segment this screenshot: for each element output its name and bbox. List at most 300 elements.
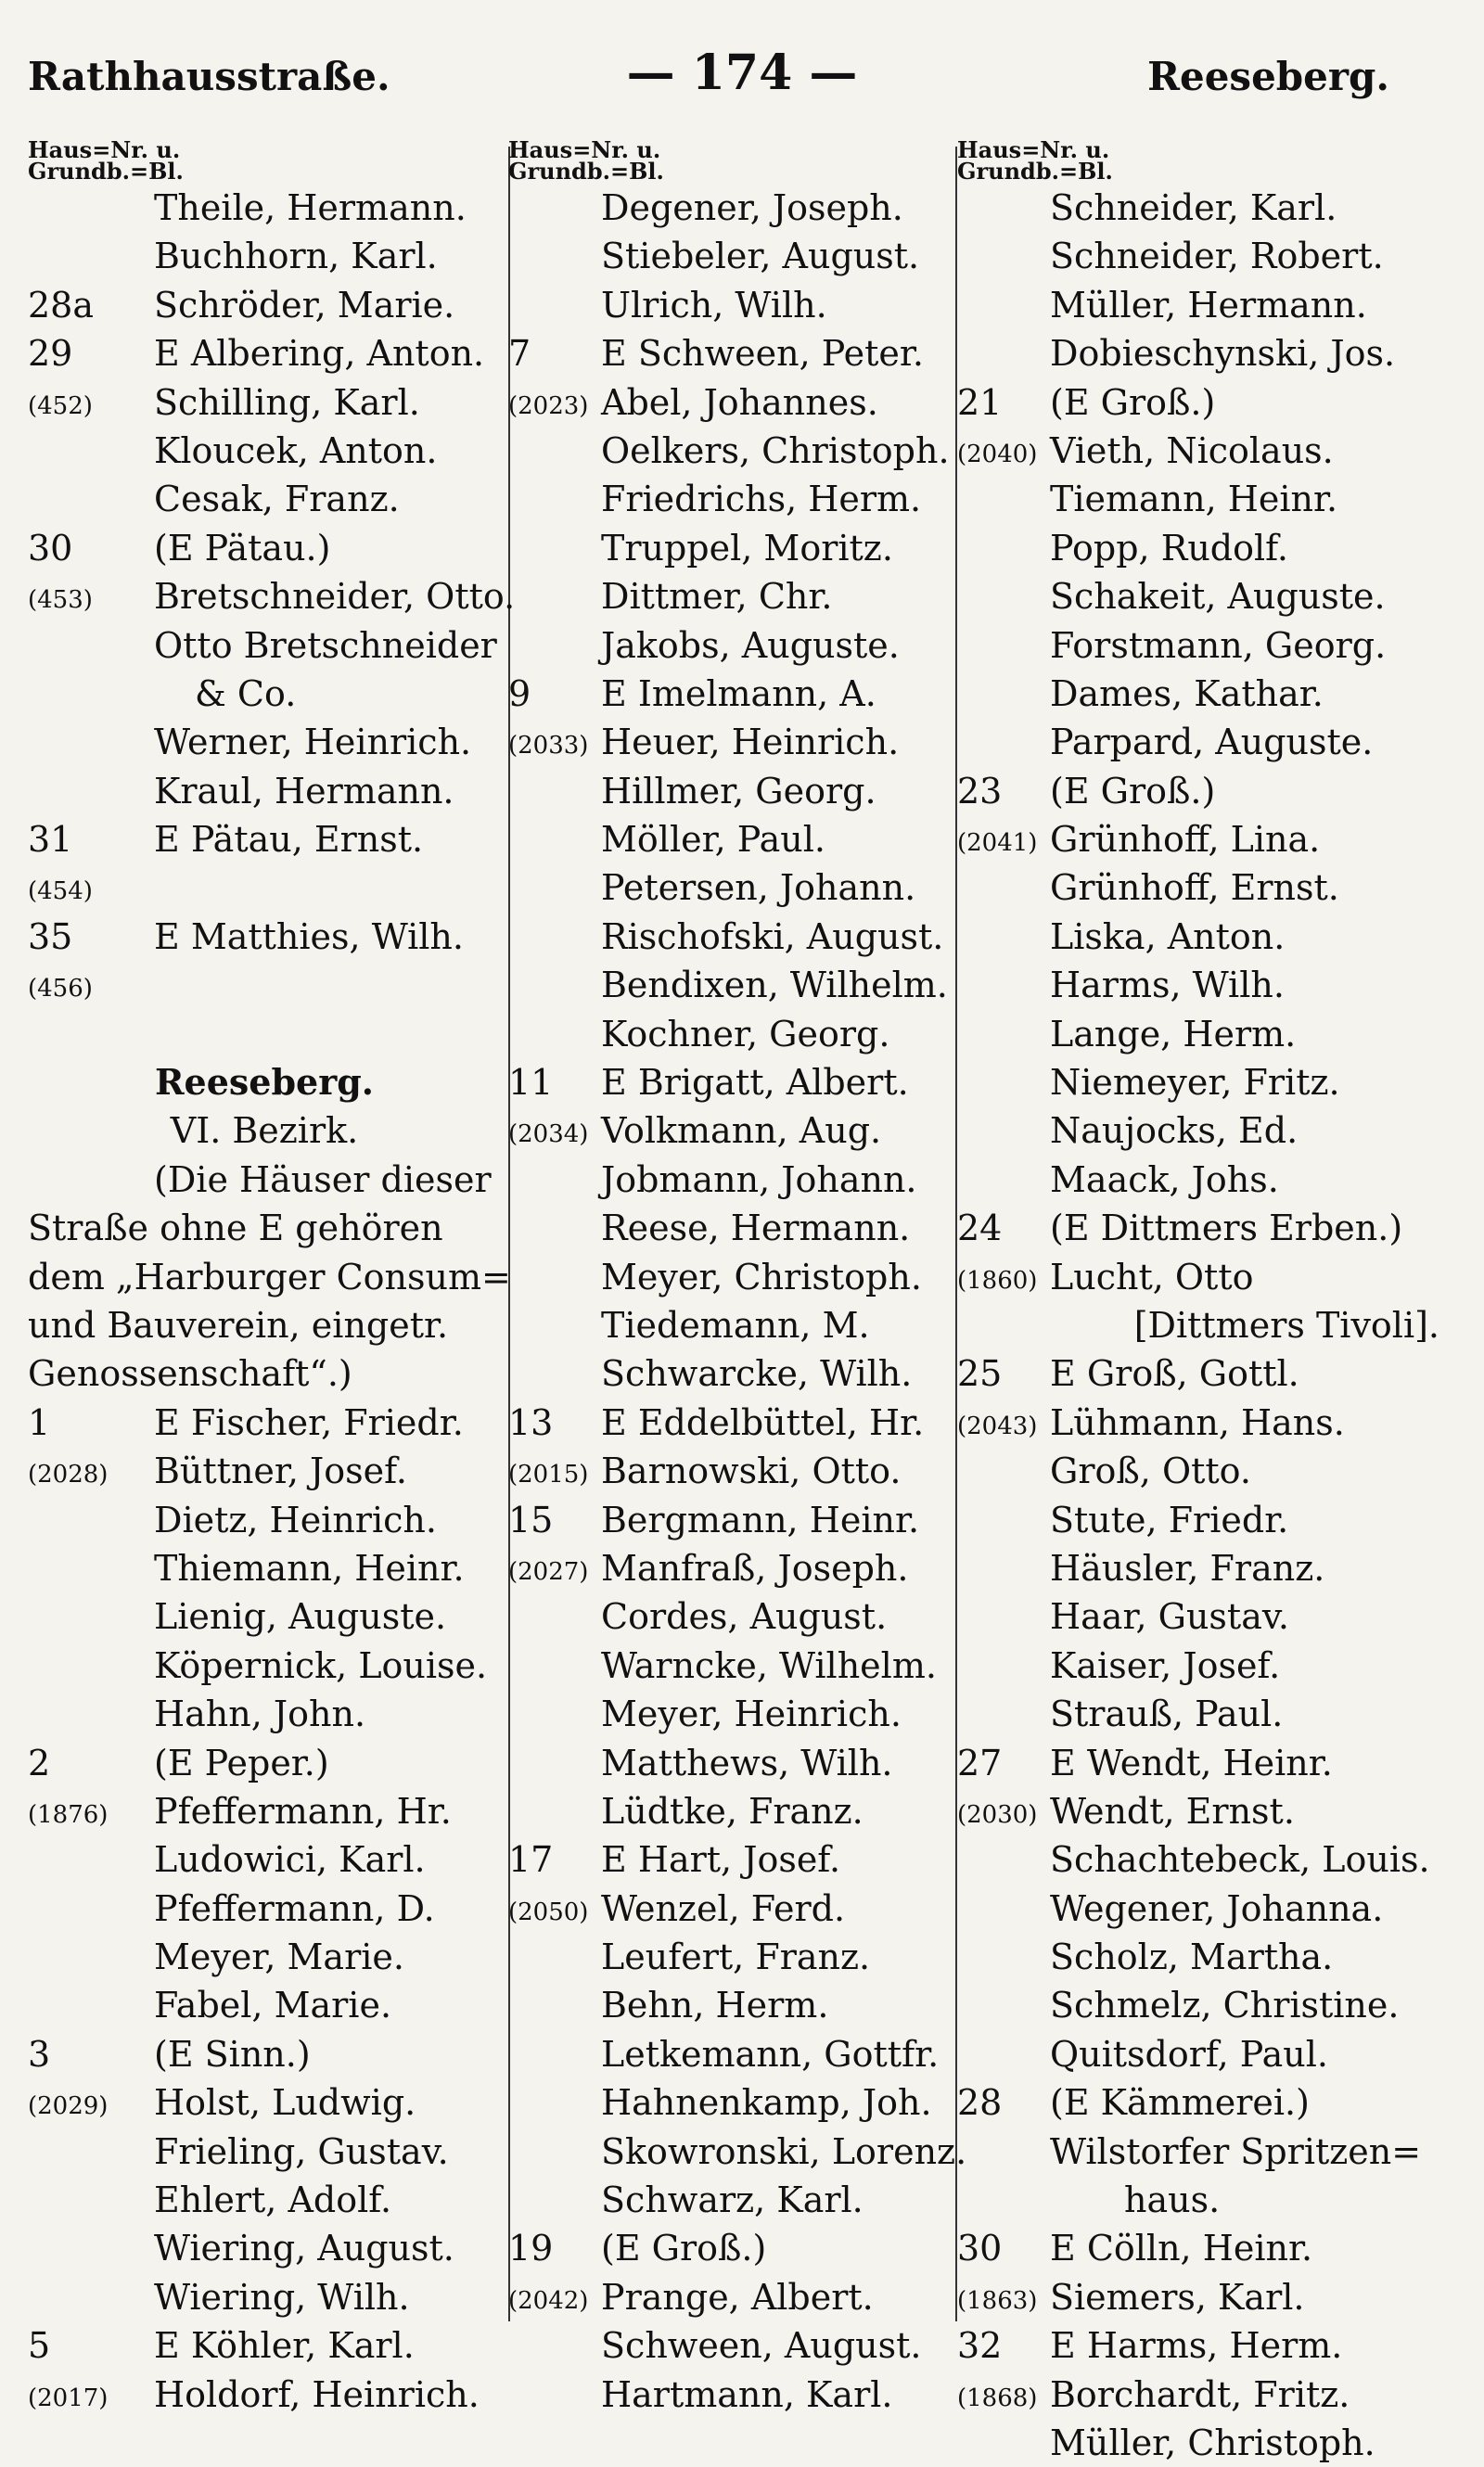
entry-text: Schween, August.	[601, 2325, 922, 2367]
entry-text: Matthews, Wilh.	[601, 1742, 893, 1783]
column-1	[28, 136, 516, 2419]
directory-entry	[957, 621, 1439, 670]
entry-text: Parpard, Auguste.	[1050, 722, 1374, 763]
directory-entry	[508, 961, 958, 1009]
entry-text: Cordes, August.	[601, 1596, 888, 1638]
directory-entry	[28, 184, 501, 232]
directory-entry	[508, 1592, 958, 1641]
directory-entry	[957, 1204, 1439, 1252]
land-register-number: (2043)	[957, 1412, 1038, 1440]
entry-text: Schneider, Karl.	[1050, 187, 1337, 228]
directory-entry	[957, 1739, 1439, 1787]
entry-text: E Köhler, Karl.	[154, 2325, 415, 2367]
entry-text: Popp, Rudolf.	[1050, 527, 1288, 569]
directory-entry	[957, 232, 1439, 280]
house-number: 2	[28, 1742, 51, 1783]
entry-text: Bendixen, Wilhelm.	[601, 965, 948, 1006]
directory-entry	[28, 1496, 501, 1544]
directory-entry	[508, 184, 958, 232]
entry-text: Warncke, Wilhelm.	[601, 1644, 937, 1686]
directory-entry	[28, 1447, 501, 1495]
column-3	[957, 137, 1439, 2467]
land-register-number: (452)	[28, 391, 93, 420]
entry-text: Meyer, Christoph.	[601, 1256, 922, 1297]
directory-entry	[28, 961, 501, 1009]
entry-text: Kloucek, Anton.	[154, 429, 438, 471]
entry-text: Borchardt, Fritz.	[1050, 2373, 1350, 2415]
entry-text: Wenzel, Ferd.	[601, 1887, 846, 1929]
directory-entry	[508, 427, 958, 475]
entry-text: Manfraß, Joseph.	[601, 1547, 909, 1589]
entry-text: Maack, Johs.	[1050, 1158, 1279, 1200]
entry-text: Genossenschaft“.)	[28, 1353, 352, 1395]
entry-text: Letkemann, Gottfr.	[601, 2033, 940, 2075]
land-register-number: (1876)	[28, 1800, 109, 1829]
entry-text: Kochner, Georg.	[601, 1013, 890, 1055]
house-number: 29	[28, 333, 73, 375]
entry-text: Cesak, Franz.	[154, 479, 400, 520]
directory-entry	[508, 475, 958, 523]
entry-text: E Wendt, Heinr.	[1050, 1742, 1333, 1783]
entry-text: (E Groß.)	[1050, 770, 1216, 812]
entry-text: E Groß, Gottl.	[1050, 1353, 1299, 1395]
directory-entry	[957, 1349, 1439, 1398]
entry-text: (E Pätau.)	[154, 527, 331, 569]
directory-entry	[508, 1253, 958, 1301]
house-number: 1	[28, 1401, 51, 1443]
directory-entry	[508, 1156, 958, 1204]
district-label	[28, 1106, 501, 1155]
entry-text: E Cölln, Heinr.	[1050, 2228, 1313, 2269]
entry-text: Leufert, Franz.	[601, 1937, 871, 1978]
entry-text: Dobieschynski, Jos.	[1050, 333, 1396, 375]
running-head-right: Reeseberg.	[1147, 54, 1389, 99]
directory-entry	[28, 2128, 501, 2176]
directory-entry	[957, 1642, 1439, 1690]
page-number: — 174 —	[626, 45, 858, 101]
entry-text: Harms, Wilh.	[1050, 965, 1285, 1006]
entry-text: Otto Bretschneider	[154, 624, 497, 666]
directory-entry	[957, 767, 1439, 815]
column-header: Haus=Nr. u. Grundb.=Bl.	[957, 136, 1113, 185]
directory-entry	[957, 1010, 1439, 1058]
entry-text: Rischofski, August.	[601, 915, 944, 957]
entry-text: Hartmann, Karl.	[601, 2373, 893, 2415]
entry-text: Ehlert, Adolf.	[154, 2179, 392, 2221]
directory-entry	[508, 1690, 958, 1738]
entry-text: Frieling, Gustav.	[154, 2130, 449, 2172]
directory-entry	[508, 572, 958, 620]
directory-entry	[957, 572, 1439, 620]
entry-text: E Hart, Josef.	[601, 1839, 841, 1881]
directory-entry	[508, 232, 958, 280]
entry-text: Skowronski, Lorenz.	[601, 2130, 967, 2172]
directory-entry	[28, 1399, 501, 1447]
entry-text: Wiering, August.	[154, 2228, 454, 2269]
entry-text: Strauß, Paul.	[1050, 1694, 1284, 1735]
directory-entry	[508, 621, 958, 670]
house-number: 30	[957, 2228, 1003, 2269]
directory-entry	[28, 1592, 501, 1641]
entry-text: [Dittmers Tivoli].	[1133, 1304, 1439, 1346]
entry-text: Meyer, Heinrich.	[601, 1694, 902, 1735]
directory-entry	[28, 1981, 501, 2029]
entry-text: Groß, Otto.	[1050, 1451, 1251, 1492]
entry-text: Häusler, Franz.	[1050, 1547, 1325, 1589]
column-header: Haus=Nr. u. Grundb.=Bl.	[28, 136, 184, 185]
entry-text: Wegener, Johanna.	[1050, 1887, 1384, 1929]
directory-entry	[957, 1447, 1439, 1495]
directory-entry	[508, 1301, 958, 1349]
entry-text: Wilstorfer Spritzen=	[1050, 2130, 1422, 2172]
directory-entry	[957, 1544, 1439, 1592]
column-2	[508, 136, 967, 2419]
entry-text: Tiemann, Heinr.	[1050, 479, 1338, 520]
house-number: 35	[28, 915, 73, 957]
entry-text: Straße ohne E gehören	[28, 1208, 443, 1249]
directory-entry	[957, 1253, 1439, 1301]
directory-entry	[957, 1835, 1439, 1884]
house-number: 7	[508, 333, 531, 375]
directory-entry	[28, 1301, 501, 1349]
street-heading	[28, 1058, 501, 1106]
directory-entry	[28, 427, 501, 475]
land-register-number: (2029)	[28, 2092, 109, 2121]
land-register-number: (2015)	[508, 1461, 589, 1489]
directory-entry	[28, 621, 501, 670]
entry-text: Petersen, Johann.	[601, 867, 916, 909]
directory-entry	[508, 2078, 958, 2127]
house-number: 9	[508, 672, 531, 714]
entry-text: Forstmann, Georg.	[1050, 624, 1387, 666]
entry-text: Grünhoff, Ernst.	[1050, 867, 1339, 909]
directory-entry	[28, 329, 501, 377]
directory-entry	[28, 1204, 501, 1252]
entry-text: Kraul, Hermann.	[154, 770, 454, 812]
directory-entry	[957, 1933, 1439, 1981]
directory-entry	[957, 2273, 1439, 2321]
directory-entry	[957, 2078, 1439, 2127]
entry-text: Schachtebeck, Louis.	[1050, 1839, 1430, 1881]
directory-entry	[957, 913, 1439, 961]
directory-entry	[957, 184, 1439, 232]
directory-entry	[28, 718, 501, 766]
entry-text: Buchhorn, Karl.	[154, 236, 438, 277]
entry-text: Dietz, Heinrich.	[154, 1499, 437, 1540]
directory-entry	[508, 2030, 958, 2078]
directory-entry	[508, 670, 958, 718]
directory-entry	[28, 2371, 501, 2419]
directory-entry	[28, 1933, 501, 1981]
entry-text: Jakobs, Auguste.	[601, 624, 900, 666]
directory-entry	[508, 815, 958, 863]
house-number: 27	[957, 1742, 1003, 1783]
entry-text: Werner, Heinrich.	[154, 722, 472, 763]
entry-text: Bergmann, Heinr.	[601, 1499, 920, 1540]
directory-entry	[508, 1787, 958, 1835]
running-head-left: Rathhausstraße.	[28, 54, 390, 99]
directory-entry	[28, 2176, 501, 2224]
entry-text: Volkmann, Aug.	[601, 1110, 882, 1152]
directory-entry	[508, 378, 958, 427]
entry-text: Schakeit, Auguste.	[1050, 576, 1386, 618]
land-register-number: (1868)	[957, 2384, 1038, 2412]
entry-text: Pfeffermann, D.	[154, 1887, 435, 1929]
entry-text: haus.	[1124, 2179, 1221, 2221]
directory-entry	[957, 1156, 1439, 1204]
directory-entry	[508, 1399, 958, 1447]
entry-text: Ulrich, Wilh.	[601, 284, 827, 326]
directory-entry	[508, 2128, 967, 2176]
directory-entry	[957, 815, 1439, 863]
entry-text: Friedrichs, Herm.	[601, 479, 922, 520]
entry-text: (E Groß.)	[601, 2228, 767, 2269]
entry-text: Fabel, Marie.	[154, 1985, 392, 2026]
house-number: 21	[957, 381, 1003, 423]
house-number: 11	[508, 1062, 554, 1104]
entry-text: Hahn, John.	[154, 1694, 366, 1735]
column-header: Haus=Nr. u. Grundb.=Bl.	[508, 136, 664, 185]
land-register-number: (2042)	[508, 2286, 589, 2315]
directory-entry	[508, 2176, 958, 2224]
entry-text: Lange, Herm.	[1050, 1013, 1297, 1055]
entry-text: Schwarz, Karl.	[601, 2179, 864, 2221]
entry-text: Scholz, Martha.	[1050, 1937, 1334, 1978]
entry-text: Naujocks, Ed.	[1050, 1110, 1298, 1152]
directory-entry	[28, 572, 516, 620]
entry-text: Müller, Hermann.	[1050, 284, 1367, 326]
entry-text: Schneider, Robert.	[1050, 236, 1384, 277]
directory-entry	[957, 1690, 1439, 1738]
entry-text: Schilling, Karl.	[154, 381, 420, 423]
house-number: 3	[28, 2033, 51, 2075]
entry-text: Tiedemann, M.	[601, 1304, 870, 1346]
entry-text: Reese, Hermann.	[601, 1208, 911, 1249]
land-register-number: (454)	[28, 877, 93, 906]
entry-text: Holdorf, Heinrich.	[154, 2373, 480, 2415]
entry-text: (E Dittmers Erben.)	[1050, 1208, 1403, 1249]
entry-text: Meyer, Marie.	[154, 1937, 404, 1978]
directory-entry	[28, 1544, 501, 1592]
directory-entry	[508, 913, 958, 961]
directory-entry	[508, 1496, 958, 1544]
directory-entry	[957, 524, 1439, 572]
entry-text: Hillmer, Georg.	[601, 770, 876, 812]
entry-text: (E Groß.)	[1050, 381, 1216, 423]
entry-text: (E Kämmerei.)	[1050, 2082, 1310, 2124]
directory-entry	[957, 961, 1439, 1009]
land-register-number: (2040)	[957, 440, 1038, 468]
directory-entry	[957, 670, 1439, 718]
directory-entry	[957, 378, 1439, 427]
directory-entry	[28, 1739, 501, 1787]
entry-text: Behn, Herm.	[601, 1985, 829, 2026]
directory-entry	[28, 1156, 501, 1204]
directory-entry	[508, 2371, 958, 2419]
house-number: 25	[957, 1353, 1003, 1395]
directory-entry	[28, 913, 501, 961]
directory-entry	[508, 863, 958, 912]
entry-text: E Harms, Herm.	[1050, 2325, 1343, 2367]
entry-text: (Die Häuser dieser	[154, 1158, 492, 1200]
house-number: 24	[957, 1208, 1003, 1249]
entry-text: Heuer, Heinrich.	[601, 722, 900, 763]
directory-entry	[957, 863, 1439, 912]
land-register-number: (2033)	[508, 732, 589, 761]
entry-text: Hahnenkamp, Joh.	[601, 2082, 932, 2124]
directory-entry	[28, 2224, 501, 2272]
directory-entry	[28, 1787, 501, 1835]
directory-entry	[957, 427, 1439, 475]
entry-text: E Fischer, Friedr.	[154, 1401, 464, 1443]
directory-entry	[508, 1058, 958, 1106]
land-register-number: (2017)	[28, 2384, 109, 2412]
entry-text: Liska, Anton.	[1050, 915, 1286, 957]
entry-text: E Eddelbüttel, Hr.	[601, 1401, 925, 1443]
entry-text: (E Peper.)	[154, 1742, 329, 1783]
directory-entry	[508, 1106, 958, 1155]
directory-entry	[957, 2176, 1439, 2224]
house-number: 31	[28, 819, 73, 861]
entry-text: VI. Bezirk.	[170, 1110, 359, 1152]
house-number: 30	[28, 527, 73, 569]
directory-entry	[957, 475, 1439, 523]
entry-text: Pfeffermann, Hr.	[154, 1790, 452, 1832]
directory-entry	[957, 2419, 1439, 2467]
entry-text: Lüdtke, Franz.	[601, 1790, 864, 1832]
entry-text: E Albering, Anton.	[154, 333, 485, 375]
directory-entry	[957, 1981, 1439, 2029]
entry-text: Wendt, Ernst.	[1050, 1790, 1295, 1832]
entry-text: Lühmann, Hans.	[1050, 1401, 1345, 1443]
land-register-number: (2041)	[957, 829, 1038, 858]
land-register-number: (2050)	[508, 1898, 589, 1926]
directory-entry	[957, 1592, 1439, 1641]
entry-text: E Schween, Peter.	[601, 333, 924, 375]
entry-text: Ludowici, Karl.	[154, 1839, 426, 1881]
directory-entry	[28, 1690, 501, 1738]
house-number: 28a	[28, 284, 95, 326]
directory-entry	[508, 524, 958, 572]
house-number: 23	[957, 770, 1003, 812]
directory-entry	[28, 475, 501, 523]
entry-text: Oelkers, Christoph.	[601, 429, 950, 471]
entry-text: Haar, Gustav.	[1050, 1596, 1289, 1638]
entry-text: Müller, Christoph.	[1050, 2422, 1375, 2463]
land-register-number: (2030)	[957, 1800, 1038, 1829]
entry-text: Jobmann, Johann.	[601, 1158, 917, 1200]
land-register-number: (2023)	[508, 391, 589, 420]
entry-text: Lucht, Otto	[1050, 1256, 1254, 1297]
entry-text: Schröder, Marie.	[154, 284, 455, 326]
entry-text: & Co.	[195, 672, 297, 714]
entry-text: Prange, Albert.	[601, 2276, 874, 2318]
directory-entry	[28, 2078, 501, 2127]
entry-text: Büttner, Josef.	[154, 1451, 407, 1492]
land-register-number: (453)	[28, 586, 93, 615]
directory-entry	[508, 1010, 958, 1058]
directory-entry	[957, 1787, 1439, 1835]
directory-entry	[957, 1399, 1439, 1447]
entry-text: Grünhoff, Lina.	[1050, 819, 1321, 861]
directory-entry	[28, 281, 501, 329]
directory-entry	[508, 1349, 958, 1398]
directory-entry	[508, 718, 958, 766]
land-register-number: (1860)	[957, 1266, 1038, 1295]
land-register-number: (2028)	[28, 1461, 109, 1489]
directory-entry	[508, 1204, 958, 1252]
directory-entry	[508, 1933, 958, 1981]
entry-text: Dames, Kathar.	[1050, 672, 1324, 714]
directory-entry	[28, 524, 501, 572]
directory-entry	[28, 1642, 501, 1690]
directory-entry	[957, 718, 1439, 766]
entry-text: E Pätau, Ernst.	[154, 819, 424, 861]
directory-entry	[957, 281, 1439, 329]
directory-entry	[957, 2224, 1439, 2272]
directory-entry	[508, 1981, 958, 2029]
directory-entry	[28, 2030, 501, 2078]
house-number: 28	[957, 2082, 1003, 2124]
entry-text: Barnowski, Otto.	[601, 1451, 902, 1492]
directory-entry	[957, 2371, 1439, 2419]
entry-text: Degener, Joseph.	[601, 187, 903, 228]
land-register-number: (2034)	[508, 1120, 589, 1149]
entry-text: Köpernick, Louise.	[154, 1644, 488, 1686]
house-number: 5	[28, 2325, 51, 2367]
entry-text: Stute, Friedr.	[1050, 1499, 1289, 1540]
entry-text: Vieth, Nicolaus.	[1050, 429, 1334, 471]
directory-entry	[957, 1301, 1439, 1349]
house-number: 32	[957, 2325, 1003, 2367]
entry-text: Theile, Hermann.	[154, 187, 467, 228]
directory-entry	[28, 2321, 501, 2370]
directory-entry	[957, 2030, 1439, 2078]
directory-entry	[28, 378, 501, 427]
entry-text: dem „Harburger Consum=	[28, 1256, 511, 1297]
directory-entry	[28, 815, 501, 863]
directory-entry	[957, 2128, 1439, 2176]
entry-text: Möller, Paul.	[601, 819, 825, 861]
entry-text: E Imelmann, A.	[601, 672, 876, 714]
directory-entry	[508, 1544, 958, 1592]
directory-entry	[508, 767, 958, 815]
directory-entry	[508, 2224, 958, 2272]
entry-text: Quitsdorf, Paul.	[1050, 2033, 1329, 2075]
directory-entry	[28, 1349, 501, 1398]
entry-text: Thiemann, Heinr.	[154, 1547, 465, 1589]
directory-entry	[28, 1010, 501, 1058]
entry-text: und Bauverein, eingetr.	[28, 1304, 449, 1346]
entry-text: Bretschneider, Otto.	[154, 576, 516, 618]
entry-text: Siemers, Karl.	[1050, 2276, 1305, 2318]
entry-text: Dittmer, Chr.	[601, 576, 833, 618]
entry-text: E Matthies, Wilh.	[154, 915, 464, 957]
entry-text: Wiering, Wilh.	[154, 2276, 410, 2318]
entry-text: Kaiser, Josef.	[1050, 1644, 1281, 1686]
entry-text: Truppel, Moritz.	[601, 527, 893, 569]
directory-entry	[508, 2321, 958, 2370]
house-number: 13	[508, 1401, 554, 1443]
directory-entry	[508, 281, 958, 329]
house-number: 19	[508, 2228, 554, 2269]
directory-entry	[957, 1496, 1439, 1544]
directory-entry	[28, 2273, 501, 2321]
directory-entry	[957, 1058, 1439, 1106]
directory-entry	[508, 2273, 958, 2321]
directory-entry	[508, 1885, 958, 1933]
entry-text: Holst, Ludwig.	[154, 2082, 416, 2124]
